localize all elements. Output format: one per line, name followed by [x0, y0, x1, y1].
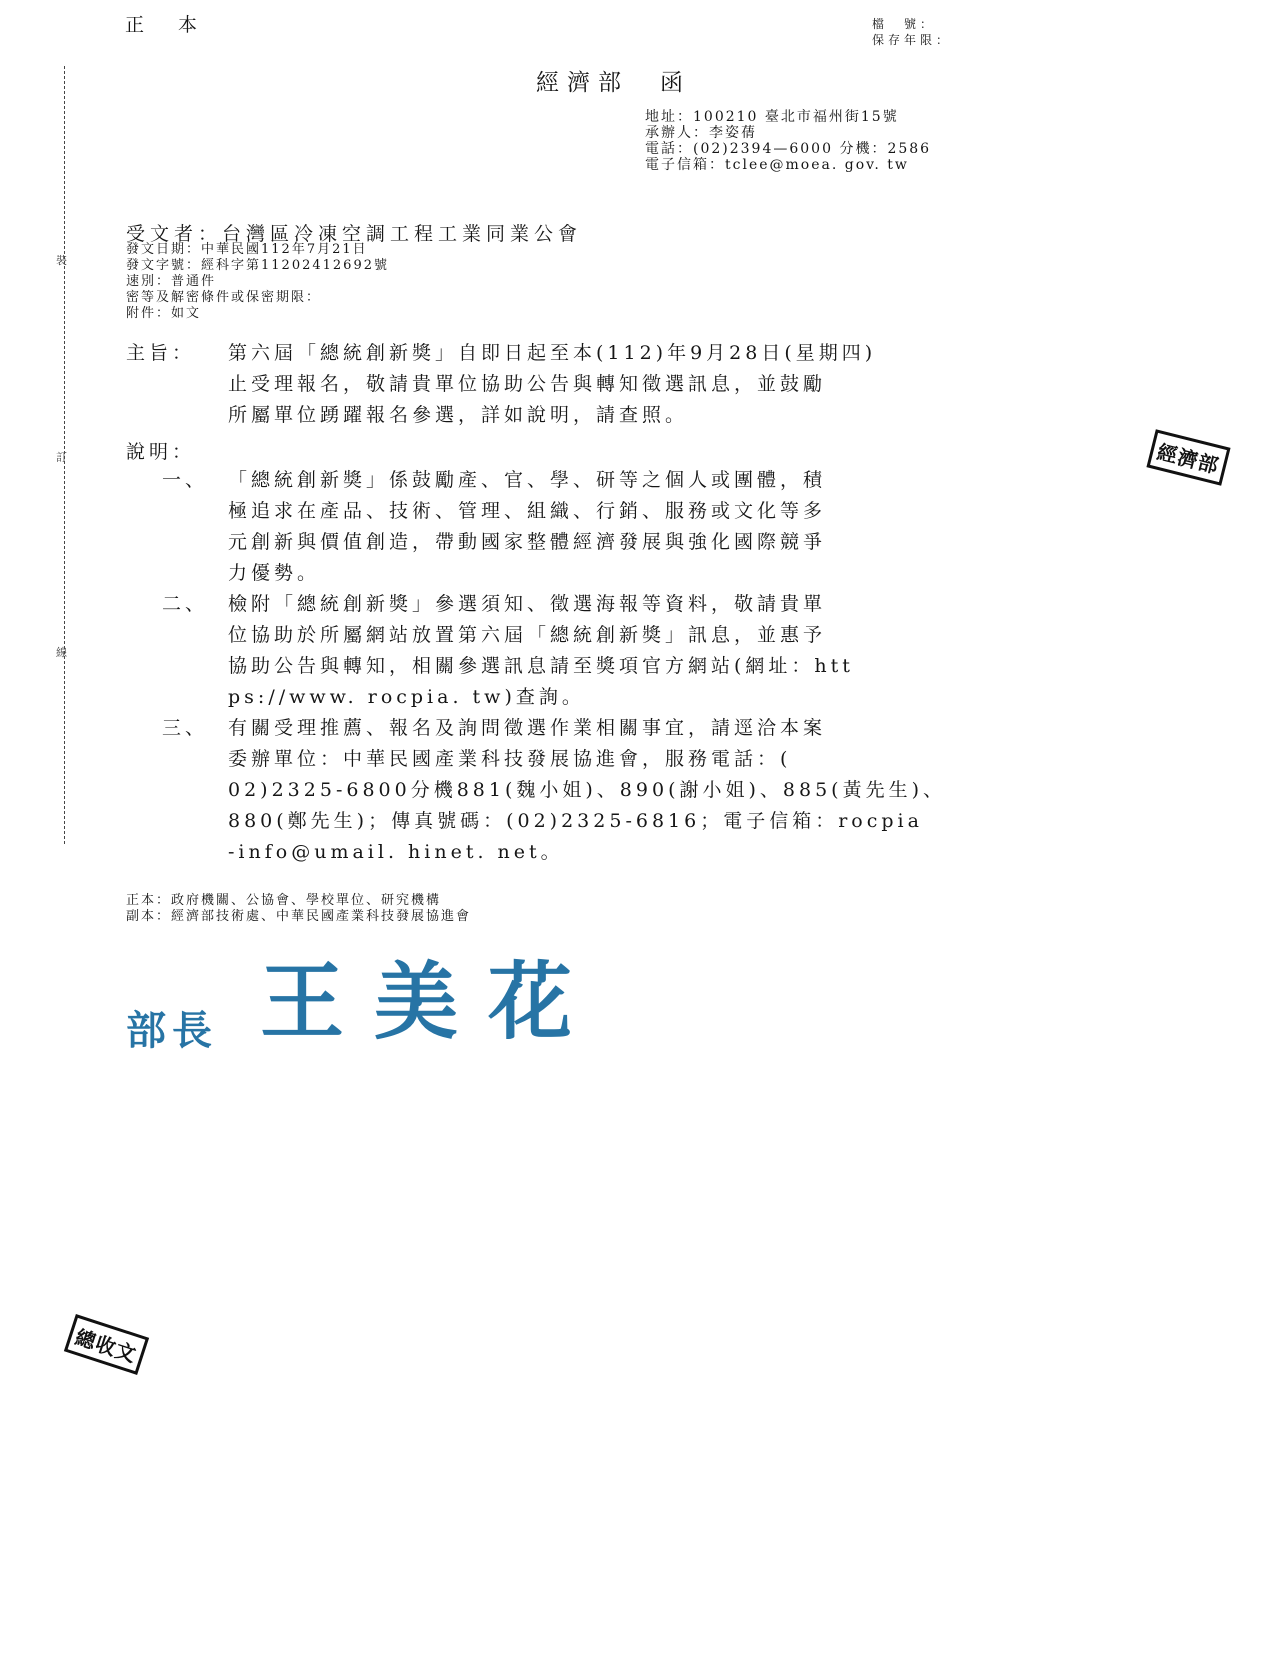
- subject-line: 所屬單位踴躍報名參選，詳如說明，請查照。: [228, 404, 689, 426]
- file-number-block: [872, 16, 952, 48]
- subject-line: 第六屆「總統創新獎」自即日起至本(112)年9月28日(星期四): [228, 342, 877, 364]
- item-line: 有關受理推薦、報名及詢問徵選作業相關事宜，請逕洽本案: [228, 717, 827, 739]
- issuer-phone: 電話：(02)2394—6000 分機：2586: [645, 141, 932, 157]
- secrecy-level: 密等及解密條件或保密期限：: [126, 290, 322, 305]
- item-line: 協助公告與轉知，相關參選訊息請至獎項官方網站(網址：htt: [228, 655, 854, 677]
- item-line: 力優勢。: [228, 562, 321, 584]
- document-number: 發文字號：經科字第11202412692號: [126, 258, 389, 273]
- duplicate-copy-recipients: 副本：經濟部技術處、中華民國產業科技發展協進會: [126, 909, 472, 924]
- issuer-email: 電子信箱：tclee@moea. gov. tw: [645, 157, 909, 173]
- item-line: -info@umail. hinet. net。: [228, 841, 564, 863]
- binding-mark-zhuang: 裝: [56, 254, 67, 267]
- item-line: 位協助於所屬網站放置第六屆「總統創新獎」訊息，並惠予: [228, 624, 827, 646]
- issuer-info: [645, 109, 931, 173]
- explanation-item-2: [126, 589, 1146, 713]
- item-line: 「總統創新獎」係鼓勵產、官、學、研等之個人或團體，積: [228, 469, 827, 491]
- item-number: 三、: [162, 717, 209, 739]
- signature-title: 部長: [126, 1007, 218, 1054]
- item-line: 元創新與價值創造，帶動國家整體經濟發展與強化國際競爭: [228, 531, 827, 553]
- binding-mark-xian: 線: [56, 646, 67, 659]
- document-title: 經濟部 函: [536, 70, 691, 96]
- subject-label: 主旨：: [126, 342, 196, 364]
- issuer-contact: 承辦人：李姿蒨: [645, 125, 757, 141]
- subject-section: [126, 338, 1146, 431]
- copy-mark: 正 本: [125, 14, 212, 36]
- recipient: 受文者：台灣區冷凍空調工程工業同業公會: [126, 223, 583, 245]
- explanation-label: 說明：: [126, 441, 196, 463]
- retention-label: 保存年限：: [872, 33, 953, 47]
- received-stamp: 總收文: [64, 1314, 149, 1375]
- ministry-stamp: 經濟部: [1146, 429, 1230, 485]
- explanation-item-3: [126, 713, 1146, 868]
- item-line: 委辦單位：中華民國產業科技發展協進會，服務電話：(: [228, 748, 792, 770]
- copies-block: [126, 893, 471, 925]
- binding-mark-ding: 訂: [56, 451, 67, 464]
- issue-date: 發文日期：中華民國112年7月21日: [126, 242, 368, 257]
- document-meta: [126, 242, 389, 322]
- item-line: ps://www. rocpia. tw)查詢。: [228, 686, 585, 708]
- item-number: 二、: [162, 593, 209, 615]
- signature-name: 王美花: [260, 952, 603, 1051]
- item-line: 檢附「總統創新獎」參選須知、徵選海報等資料，敬請貴單: [228, 593, 827, 615]
- item-line: 極追求在產品、技術、管理、組織、行銷、服務或文化等多: [228, 500, 827, 522]
- subject-line: 止受理報名，敬請貴單位協助公告與轉知徵選訊息，並鼓勵: [228, 373, 827, 395]
- item-line: 02)2325-6800分機881(魏小姐)、890(謝小姐)、885(黃先生)、: [228, 779, 946, 801]
- minister-signature: [126, 935, 602, 1056]
- item-line: 880(鄭先生)；傳真號碼：(02)2325-6816；電子信箱：rocpia: [228, 810, 923, 832]
- explanation-item-1: [126, 465, 1146, 589]
- file-number-label: 檔 號：: [872, 17, 937, 31]
- original-copy-recipients: 正本：政府機關、公協會、學校單位、研究機構: [126, 893, 442, 908]
- issuer-address: 地址：100210 臺北市福州街15號: [645, 109, 899, 125]
- attachment: 附件：如文: [126, 306, 202, 321]
- delivery-speed: 速別：普通件: [126, 274, 217, 289]
- item-number: 一、: [162, 469, 209, 491]
